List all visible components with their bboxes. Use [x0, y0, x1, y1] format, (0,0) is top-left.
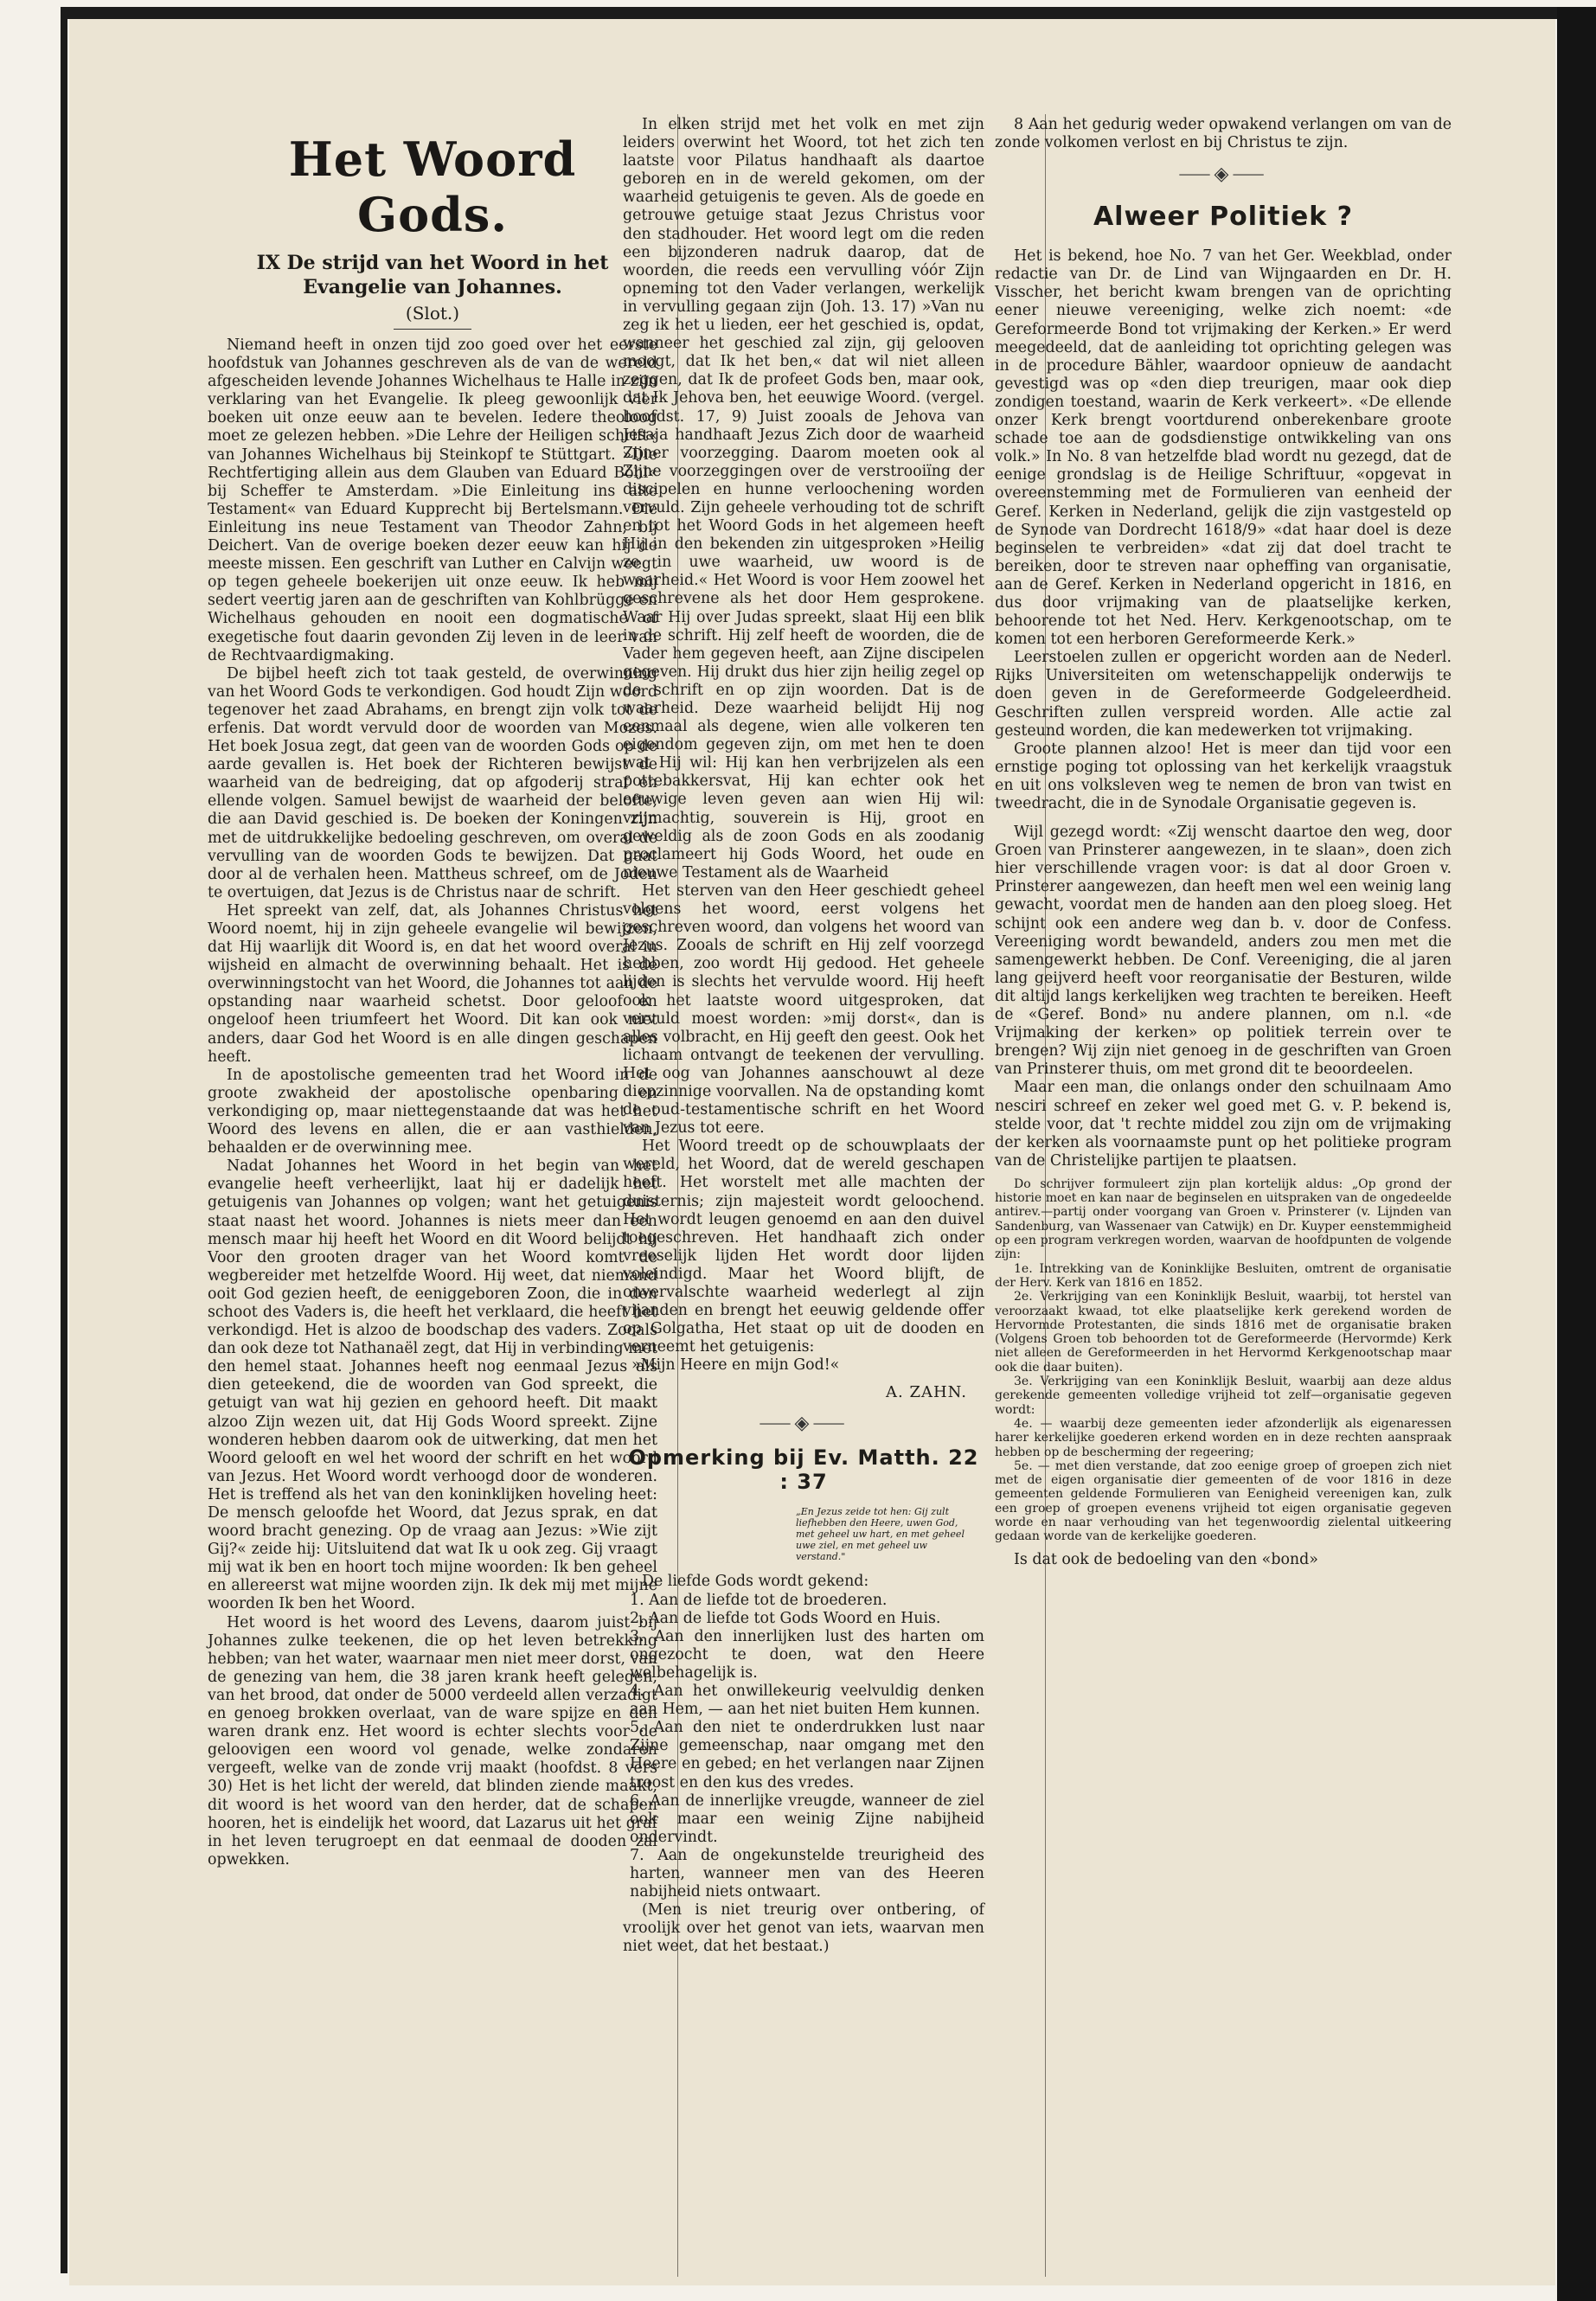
article-title: Het Woord Gods.: [288, 131, 577, 242]
paragraph: 3e. Verkrijging van een Koninklijk Besluit, waarbij aan deze aldus gerekende gemeenten volledige vrijheid tot zelf—organisatie gegeven wordt:: [995, 1375, 1452, 1417]
paragraph: 8 Aan het gedurig weder opwakend verlangen om van de zonde volkomen verlost en bij Christus te zijn.: [995, 116, 1452, 152]
list-item: 2. Aan de liefde tot Gods Woord en Huis.: [630, 1609, 941, 1627]
paragraph: Niemand heeft in onzen tijd zoo goed over het eerste hoofdstuk van Johannes geschreven als de van de wereld afgescheiden levende Johannes Wichelhaus te Halle in zijn verklaring van het Evangelie. Ik pleeg gewoonlijk vier boeken uit onze eeuw aan te bevelen. Iedere theoloog moet ze gelezen hebben. »Die Lehre der Heiligen schrift« van Johannes Wichelhaus bij Steinkopf te Stüttgart. »Die Rechtfertiging allein aus dem Glauben van Eduard Böhl« bij Scheffer te Amsterdam. »Die Einleitung ins alte Testament« van Eduard Kupprecht bij Bertelsmann. Die Einleitung ins neue Testament van Theodor Zahn, bij Deichert. Van de overige boeken dezer eeuw kan hij de meeste missen. Een geschrift van Luther en Calvijn weegt op tegen geheele boekerijen uit onze eeuw. Ik heb mij sedert veertig jaren aan de geschriften van Kohlbrügge en Wichelhaus gehouden en nooit een dogmatische of exegetische fout daarin gevonden Zij leven in de leer van de Rechtvaardigmaking.: [208, 336, 657, 664]
author-signature: A. ZAHN.: [886, 1383, 967, 1402]
scan-border-right: [1557, 7, 1596, 2301]
section-heading-politiek: Alweer Politiek ?: [1093, 202, 1354, 233]
list-item: 7. Aan de ongekunstelde treurigheid des harten, wanneer men van des Heeren nabijheid niets ontwaart.: [630, 1846, 984, 1901]
paragraph: Wijl gezegd wordt: «Zij wenscht daartoe den weg, door Groen van Prinsterer aangewezen, in te slaan», doen zich hier verschillende vragen voor: is dat al door Groen v. Prinsterer aangewezen, dan heeft men wel een weinig lang gewacht, voordat men de handen aan den ploeg sloeg. Het schijnt ook een andere weg dan b. v. door de Confess. Vereeniging wordt bewandeld, anders zou men met die samengewerkt hebben. De Conf. Vereeniging, die al jaren lang geijverd heeft voor reorganisatie der Besturen, wilde dit altijd langs kerkelijken weg trachten te bereiken. Heeft de «Geref. Bond» nu andere plannen, om n.l. «de Vrijmaking der kerken» op politiek terrein over te brengen? Wij zijn niet genoeg in de geschriften van Groen van Prinsterer thuis, om met grond dit te beoordeelen.: [995, 824, 1452, 1079]
paragraph: Is dat ook de bedoeling van den «bond»: [1014, 1550, 1318, 1568]
paragraph: De bijbel heeft zich tot taak gesteld, de overwinning van het Woord Gods te verkondigen. God houdt Zijn woord tegenover het zaad Abrahams, en brengt zijn volk tot de erfenis. Dat wordt vervuld door de woorden van Mozes. Het boek Josua zegt, dat geen van de woorden Gods op de aarde gevallen is. Het boek der Richteren bewijst de waarheid van de bedreiging, dat op afgoderij straf en ellende volgen. Samuel bewijst de waarheid der belofte, die aan David geschied is. De boeken der Koningen zijn met de uitdrukkelijke bedoeling geschreven, om overal de vervulling van de woorden Gods te bewijzen. Dat gaat door al de verhalen heen. Mattheus schreef, om de Joden te overtuigen, dat Jezus is de Christus naar de schrift.: [208, 664, 657, 901]
scan-border-top: [61, 7, 1596, 19]
small-print-section: [995, 1177, 1452, 1544]
paragraph: Het sterven van den Heer geschiedt geheel volgens het woord, eerst volgens het geschreven woord, dan volgens het woord van Jezus. Zooals de schrift en Hij zelf voorzegd hebben, zoo wordt Hij gedood. Het geheele lijden is slechts het vervulde woord. Hij heeft ook het laatste woord uitgesproken, dat vervuld moest worden: »mij dorst«, dan is alles volbracht, en Hij geeft den geest. Ook het lichaam ontvangt de teekenen der vervulling. Het oog van Johannes aanschouwt al deze diepzinnige voorvallen. Na de opstanding komt de oud-testamentische schrift en het Woord van Jezus tot eere.: [623, 881, 984, 1138]
paragraph: 2e. Verkrijging van een Koninklijk Besluit, waarbij, tot herstel van veroorzaakt kwaad, tot elke plaatselijke kerk gerekend worden de Hervormde Protestanten, die sinds 1816 met de organisatie braken (Volgens Groen tob behoorden tot de Gereformeerde (Hervormde) Kerk niet alleen de Gereformeerden in het Hervormd Kerkgenootschap maar ook die daar buiten).: [995, 1290, 1452, 1375]
article-subtitle: IX De strijd van het Woord in het Evangelie van Johannes.: [256, 252, 609, 298]
paragraph: In elken strijd met het volk en met zijn leiders overwint het Woord, tot het zich ten laatste voor Pilatus handhaaft als daartoe geboren en in de wereld gekomen, om der waarheid getuigenis te geven. Als de goede en getrouwe getuige staat Jezus Christus voor den stadhouder. Het woord legt om die reden een bijzonderen nadruk daarop, dat de woorden, die reeds een vervulling vóór Zijn opneming tot den Vader verlangen, werkelijk in vervulling gegaan zijn (Joh. 13. 17) »Van nu zeg ik het u lieden, eer het geschied is, opdat, wanneer het geschied zal zijn, gij gelooven moogt, dat Ik het ben,« dat wil niet alleen zeggen, dat Ik de profeet Gods ben, maar ook, dat Ik Jehova ben, het eeuwige Woord. (vergel. hoofdst. 17, 9) Juist zooals de Jehova van Jesaja handhaaft Jezus Zich door de waarheid Zijner voorzegging. Daarom moeten ook al Zijne voorzeggingen over de verstrooiïng der discipelen en hunne verloochening worden vervuld. Zijn geheele verhouding tot de schrift en tot het Woord Gods in het algemeen heeft Hij in den bekenden zin uitgesproken »Heilig ze in uwe waarheid, uw woord is de waarheid.« Het Woord is voor Hem zoowel het geschrevene als het door Hem gesprokene. Waar Hij over Judas spreekt, slaat Hij een blik in de schrift. Hij zelf heeft de woorden, die de Vader hem gegeven heeft, aan Zijne discipelen gegeven. Hij drukt dus hier zijn heilig zegel op de schrift en op zijn woorden. Dat is de waarheid. Deze waarheid belijdt Hij nog eenmaal als degene, wien alle volkeren ten eigendom gegeven zijn, om met hen te doen wat Hij wil: Hij kan hen verbrijzelen als een pottebakkersvat, Hij kan echter ook het eeuwige leven geven aan wien Hij wil: vrijmachtig, souverein is Hij, groot en geweldig als de zoon Gods en als zoodanig proclameert hij Gods Woord, het oude en nieuwe Testament als de Waarheid: [623, 116, 984, 881]
paragraph: Leerstoelen zullen er opgericht worden aan de Nederl. Rijks Universiteiten om wetenschappelijk onderwijs te doen geven in de Gereformeerde Godgeleerdheid. Geschriften zullen verspreid worden. Alle actie zal gesteund worden, die kan medewerken tot vrijmaking.: [995, 649, 1452, 740]
paragraph: In de apostolische gemeenten trad het Woord in de groote zwakheid der apostolische openbaring en verkondiging op, maar niettegenstaande dat was het het Woord des levens en allen, die er aan vasthielden, behaalden er de overwinning mee.: [208, 1066, 657, 1157]
paragraph: (Men is niet treurig over ontbering, of vroolijk over het genot van iets, waarvan men niet weet, dat het bestaat.): [623, 1901, 984, 1956]
paragraph: Nadat Johannes het Woord in het begin van het evangelie heeft verheerlijkt, laat hij er dadelijk het getuigenis van Johannes op volgen; want het getuigenis staat naast het woord. Johannes is niets meer dan een mensch maar hij heeft het Woord en dit Woord belijdt hij Voor den grooten drager van het Woord komt de wegbereider met hetzelfde Woord. Hij weet, dat niemand ooit God gezien heeft, de eeniggeboren Zoon, die in den schoot des Vaders is, die heeft het verklaard, die heeft het verkondigd. Het is alzoo de boodschap des vaders. Zooals dan ook deze tot Nathanaël zegt, dat Hij in verbinding met den hemel staat. Johannes heeft nog eenmaal Jezus als dien geteekend, die de woorden van God spreekt, die getuigt van wat hij gezien en gehoord heeft. Dit maakt alzoo Zijn wezen uit, dat Hij Gods Woord spreekt. Zijne wonderen hebben daarom ook de uitwerking, dat men het Woord gelooft en wel het woord der schrift en het woord van Jezus. Het Woord wordt verhoogd door de wonderen. Het is treffend als het van den koninklijken hoveling heet: De mensch geloofde het Woord, dat Jezus sprak, en dat woord bracht genezing. Op de vraag aan Jezus: »Wie zijt Gij?« zeide hij: Uitsluitend dat wat Ik u ook zeg. Gij vraagt mij wat ik ben en hoort toch mijne woorden: Ik ben geheel en allereerst wat mijne woorden zijn. Ik dek mij met mijne woorden Ik ben het Woord.: [208, 1157, 657, 1613]
paragraph: De liefde Gods wordt gekend:: [642, 1573, 869, 1591]
column-3: [995, 116, 1452, 1569]
newspaper-page: [69, 19, 1555, 2285]
list-item: 6. Aan de innerlijke vreugde, wanneer de ziel ook maar een weinig Zijne nabijheid ondervindt.: [630, 1791, 984, 1846]
article-slot: (Slot.): [405, 303, 460, 324]
divider: [394, 329, 471, 330]
paragraph: Het is bekend, hoe No. 7 van het Ger. Weekblad, onder redactie van Dr. de Lind van Wijngaarden en Dr. H. Visscher, het bericht kwam brengen van de oprichting eener nieuwe vereeniging, welke zich noemt: «de Gereformeerde Bond tot vrijmaking der Kerken.» Er werd meegedeeld, dat de aanleiding tot oprichting gelegen was in de procedure Bähler, waardoor opnieuw de aandacht gevestigd was op «den diep treurigen, maar ook diep zondigen toestand, waarin de Kerk verkeert». «De ellende onzer Kerk brengt voortdurend onberekenbare groote schade toe aan de godsdienstige ontwikkeling van ons volk.» In No. 8 van hetzelfde blad wordt nu gezegd, dat de eenige grondslag is de Heilige Schriftuur, «opgevat in overeenstemming met de Formulieren van eenheid der Geref. Kerken in Nederland, gelijk die zijn vastgesteld op de Synode van Dordrecht 1618/9» «dat haar doel is deze beginselen te verbreiden» «dat zij dat doel tracht te bereiken, door te streven naar opheffing van organisatie, aan de Geref. Kerken in Nederland opgericht in 1816, en dus door vrijmaking van de plaatselijke kerken, behoorende tot het Ned. Herv. Kerkgenootschap, om te komen tot een herboren Gereformeerde Kerk.»: [995, 247, 1452, 649]
list-item: 1. Aan de liefde tot de broederen.: [630, 1591, 888, 1609]
paragraph: Maar een man, die onlangs onder den schuilnaam Amo nesciri schreef en zeker wel goed met G. v. P. bekend is, stelde voor, dat 't rechte middel zou zijn om de vrijmaking der kerken als voornaamste punt op het politieke program van de Christelijke partijen te plaatsen.: [995, 1079, 1452, 1170]
section-heading-opmerking: Opmerking bij Ev. Matth. 22 : 37: [628, 1445, 979, 1495]
paragraph: Do schrijver formuleert zijn plan kortelijk aldus: „Op grond der historie moet en kan naar de beginselen en uitspraken van de ongedeelde antirev.—partij onder voorgang van Groen v. Prinsterer (v. Lijnden van Sandenburg, van Wassenaer van Catwijk) en Dr. Kuyper eenstemmigheid op een program verkregen worden, waarvan de hoofdpunten de volgende zijn:: [995, 1176, 1452, 1262]
paragraph: 5e. — met dien verstande, dat zoo eenige groep of groepen zich niet met de eigen organisatie dier gemeenten of de voor 1816 in deze gemeenten geldende Formulieren van Eenigheid vereenigen kan, zulk een groep of groepen evenens vrijheid tot eigen organisatie gegeven worde en naar verhouding van het tegenwoordig zielental uitkeering gedaan worde van de kerkelijke goederen.: [995, 1458, 1452, 1544]
scripture-quote: „En Jezus zeide tot hen: Gij zult liefhebben den Heere, uwen God, met geheel uw hart, en met geheel uwe ziel, en met geheel uw verstand.": [796, 1506, 965, 1563]
column-2: [623, 116, 984, 1956]
paragraph: Het spreekt van zelf, dat, als Johannes Christus het Woord noemt, hij in zijn geheele evangelie wil bewijzen, dat Hij waarlijk dit Woord is, en dat het woord overal in wijsheid en almacht de overwinning behaalt. Het is de overwinningstocht van het Woord, die Johannes tot aan de opstanding naar waarheid schetst. Door geloof en ongeloof heen triumfeert het Woord. Dit kan ook niet anders, daar God het Woord is en alle dingen geschapen heeft.: [208, 901, 657, 1066]
list-item: 3. Aan den innerlijken lust des harten om ongezocht te doen, wat den Heere welbehagelijk is.: [630, 1627, 984, 1682]
list-item: 5. Aan den niet te onderdrukken lust naar Zijne gemeenschap, naar omgang met den Heere en gebed; en het verlangen naar Zijnen troost en den kus des vredes.: [630, 1719, 984, 1791]
paragraph: Het Woord treedt op de schouwplaats der wereld, het Woord, dat de wereld geschapen heeft. Het worstelt met alle machten der duisternis; zijn majesteit wordt geloochend. Het wordt leugen genoemd en aan den duivel toegeschreven. Het handhaaft zich onder vreeselijk lijden Het wordt door lijden voleindigd. Maar het Woord blijft, de onvervalschte waarheid wederlegt al zijn vijanden en brengt het eeuwig geldende offer op Golgatha, Het staat op uit de dooden en verneemt het getuigenis:: [623, 1138, 984, 1356]
list-item: 4. Aan het onwillekeurig veelvuldig denken aan Hem, — aan het niet buiten Hem kunnen.: [630, 1682, 984, 1719]
column-1: [208, 116, 657, 1868]
ornament-divider: ⸺◈⸺: [759, 1413, 849, 1435]
paragraph: 1e. Intrekking van de Koninklijke Besluiten, omtrent de organisatie der Herv. Kerk van 1816 en 1852.: [995, 1261, 1452, 1290]
ornament-divider: ⸺◈⸺: [1178, 163, 1268, 186]
closing-quote: »Mijn Heere en mijn God!«: [631, 1356, 840, 1375]
paragraph: Het woord is het woord des Levens, daarom juist bij Johannes zulke teekenen, die op het leven betrekking hebben; van het water, waarnaar men niet meer dorst, van de genezing van hem, die 38 jaren krank heeft gelegen, van het brood, dat onder de 5000 verdeeld allen verzadigt en genoeg brokken overlaat, van de ware spijze en den waren drank enz. Het woord is echter slechts voor de geloovigen een woord vol genade, welke zondaren vergeeft, welke van de zonde vrij maakt (hoofdst. 8 vers 30) Het is het licht der wereld, dat blinden ziende maakt, dit woord is het woord van den herder, dat de schapen hooren, het is eindelijk het woord, dat Lazarus uit het graf in het leven terugroept en dat eenmaal de dooden zal opwekken.: [208, 1613, 657, 1868]
paragraph: 4e. — waarbij deze gemeenten ieder afzonderlijk als eigenaressen harer kerkelijke goederen erkend worden en in deze rechten aanspraak hebben op de bescherming der regeering;: [995, 1416, 1452, 1459]
paragraph: Groote plannen alzoo! Het is meer dan tijd voor een ernstige poging tot oplossing van het kerkelijk vraagstuk en uit ons volksleven weg te nemen de bron van twist en tweedracht, die in de Synodale Organisatie gegeven is.: [995, 740, 1452, 812]
scan-border-left: [61, 7, 67, 2273]
